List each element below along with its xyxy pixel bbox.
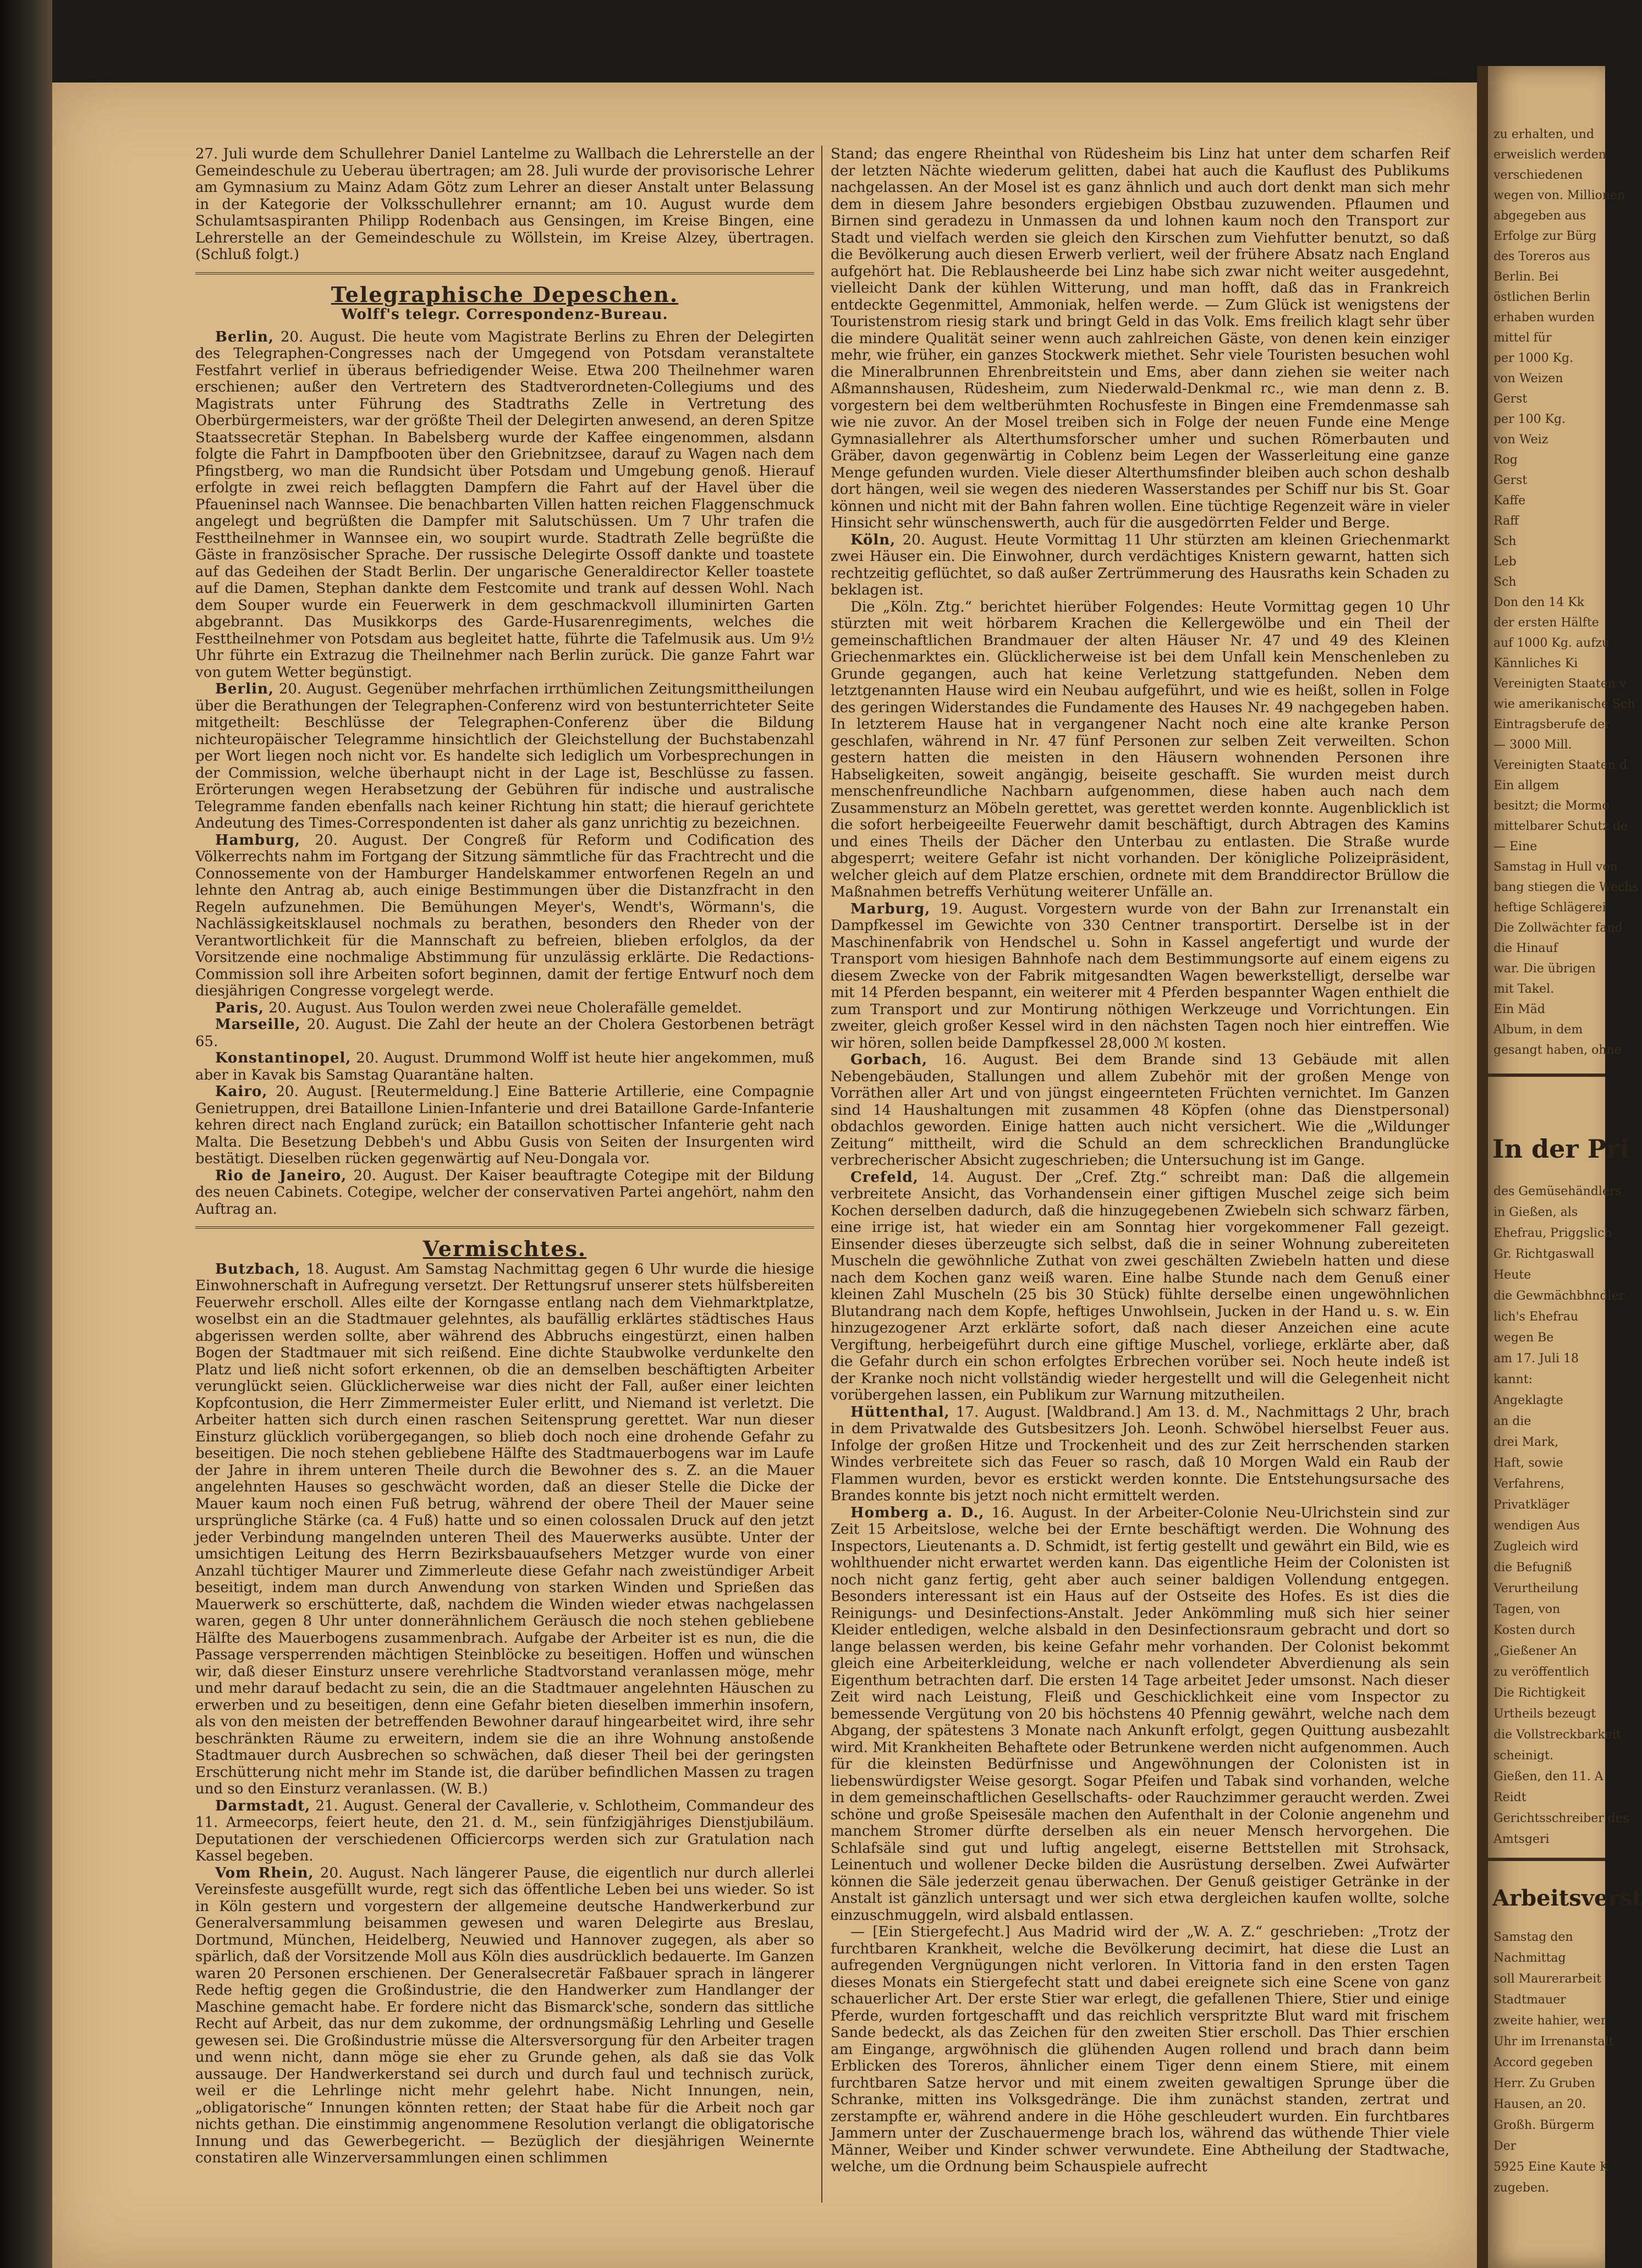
article-paragraph bbox=[831, 901, 1449, 1052]
fragment-line: Berlin. Bei bbox=[1493, 270, 1559, 284]
fragment-line: der ersten Hälfte bbox=[1493, 616, 1599, 630]
article-paragraph bbox=[195, 1016, 814, 1050]
fragment-line: Leb bbox=[1493, 555, 1517, 569]
fragment-line: Stadtmauer bbox=[1493, 1993, 1566, 2007]
right-article-list bbox=[831, 532, 1449, 2176]
fragment-line: Kännliches Ki bbox=[1493, 657, 1578, 670]
fragment-line: Gerst bbox=[1493, 474, 1528, 487]
fragment-line: Tagen, von bbox=[1493, 1603, 1561, 1616]
article-text: Die „Köln. Ztg.“ berichtet hierüber Folgendes: Heute Vormittag gegen 10 Uhr stürzten mit weit hörbarem Krachen die Kellergewölbe und ein Theil der gemeinschaftlichen Brandmauer der alten Häuser Nr. 47 und 49 des Kleinen Griechenmarktes ein. Glücklicherweise ist bei dem Unfall kein Menschenleben zu Grunde gegangen, auch hat keine Verletzung stattgefunden. Neben dem letztgenannten Hause wird ein Neubau aufgeführt, und wie es heißt, sollen in Folge des geringen Widerstandes die Fundamente des Hauses Nr. 49 nachgegeben haben. In letzterem Hause hat in vergangener Nacht noch eine alte kranke Person geschlafen, während in Nr. 47 fünf Personen zur selben Zeit verweilten. Schon gestern hatten die meisten in den Häusern wohnenden Personen ihre Habseligkeiten, soweit angängig, beiseite geschafft. Sie wurden meist durch menschenfreundliche Nachbarn aufgenommen, diese haben auch nach dem Zusammensturz an Möbeln gerettet, was gerettet werden konnte. Augenblicklich ist die sofort herbeigeeilte Feuerwehr damit beschäftigt, durch Abtragen des Kamins und eines Theils der Dächer den Unterbau zu entlasten. Die Straße wurde abgesperrt; weitere Gefahr ist nicht vorhanden. Der königliche Polizeipräsident, welcher gleich auf dem Platze erschien, ordnete mit dem Branddirector Brüllow die Maßnahmen betreffs Verhütung weiterer Unfälle an. bbox=[831, 598, 1449, 900]
fragment-line: per 1000 Kg. bbox=[1493, 351, 1574, 365]
article-dateline: Darmstadt, bbox=[215, 1797, 311, 1814]
fragment-line: drei Mark, bbox=[1493, 1435, 1559, 1449]
fragment-line: mittel für bbox=[1493, 331, 1552, 345]
fragment-line: wie amerikanische Sch bbox=[1493, 697, 1635, 711]
article-paragraph bbox=[195, 1000, 814, 1017]
fragment-line: Gießen, den 11. A bbox=[1493, 1770, 1603, 1783]
fragment-line: wegen von. Millionen bbox=[1493, 189, 1625, 202]
fragment-line: Ein allgem bbox=[1493, 779, 1559, 792]
fragment-line: Die Zollwächter fand bbox=[1493, 921, 1623, 935]
article-text: 18. August. Am Samstag Nachmittag gegen 6 Uhr wurde die hiesige Einwohnerschaft in Aufregung versetzt. Der Rettungsruf unserer stets hülfsbereiten Feuerwehr erscholl. Alles eilte der Korngasse entlang nach dem Viehmarktplatze, woselbst ein an die Stadtmauer gelehntes, als baufällig erklärtes städtisches Haus abgerissen werden sollte, aber während des Abbruchs eingestürzt, einen halben Bogen der Stadtmauer mit sich reißend. Eine dichte Staubwolke verdunkelte den Platz und ließ nicht sofort erkennen, ob die an demselben beschäftigten Arbeiter verunglückt seien. Glücklicherweise war dies nicht der Fall, außer einer leichten Kopfcontusion, die Herr Zimmermeister Euler erlitt, und Niemand ist verletzt. Die Arbeiter hatten sich durch einen raschen Seitensprung gerettet. War nun dieser Einsturz glücklich vorübergegangen, so blieb doch noch eine drohende Gefahr zu beseitigen. Die noch stehen gebliebene Hälfte des Stadtmauerbogens war im Laufe der Jahre in ihrem unteren Theile durch die Bewohner des s. Z. an die Mauer angelehnten Hauses so geschwächt worden, daß an dieser Stelle die Dicke der Mauer kaum noch einen Fuß betrug, während der obere Theil der Mauer seine ursprüngliche Stärke (ca. 4 Fuß) hatte und so einen colossalen Druck auf den jetzt jeder Verbindung mangelnden unteren Theil des Mauerwerks ausübte. Unter der umsichtigen Leitung des Herrn Bezirksbauaufsehers Metzger wurde von einer Anzahl tüchtiger Maurer und Zimmerleute diese Gefahr nach zweistündiger Arbeit beseitigt, indem man durch Anwendung von starken Winden und Sprießen das Mauerwerk so erschütterte, daß, nachdem die Winden wieder etwas nachgelassen waren, gegen 8 Uhr unter donnerähnlichem Geräusch die noch stehen gebliebene Hälfte des Mauerbogens zusammenbrach. Aufgabe der Arbeiter ist es nun, die die Passage versperrenden mächtigen Steinblöcke zu beseitigen. Hoffen und wünschen wir, daß dieser Einsturz unsere verehrliche Stadtvorstand veranlassen möge, mehr und mehr darauf bedacht zu sein, die an die Stadtmauer angelehnten Häuschen zu erwerben und zu beseitigen, denn eine Gefahr bieten dieselben immerhin insofern, als von den meisten der betreffenden Bewohner darauf hingearbeitet wird, ihre sehr beschränkten Räume zu erweitern, indem sie die an ihre Wohnung anstoßende Stadtmauer durch Ausbrechen so schwächen, daß dieser Theil bei der geringsten Erschütterung nicht mehr im Stande ist, die darüber befindlichen Massen zu tragen und so den Einsturz veranlassen. (W. B.) bbox=[195, 1260, 814, 1797]
fragment-line: erweislich werden bbox=[1493, 148, 1606, 162]
article-dateline: Crefeld, bbox=[850, 1169, 919, 1186]
section-rule bbox=[195, 272, 814, 274]
fragment-line: Gerichtsschreiber des bbox=[1493, 1812, 1629, 1825]
fragment-line: Ehefrau, Priggslich bbox=[1493, 1226, 1612, 1240]
fragment-rule bbox=[1488, 1858, 1605, 1861]
fragment-line: die Hinauf bbox=[1493, 942, 1558, 955]
article-paragraph bbox=[195, 1798, 814, 1865]
article-dateline: Rio de Janeiro, bbox=[215, 1167, 347, 1184]
article-paragraph bbox=[831, 1404, 1449, 1505]
fragment-line: am 17. Juli 18 bbox=[1493, 1352, 1579, 1366]
article-text: 20. August. Die heute vom Magistrate Berlins zu Ehren der Delegirten des Telegraphen-Congresses nach der Umgegend von Potsdam veranstaltete Festfahrt verlief in überaus befriedigender Weise. Etwa 200 Theilnehmer waren erschienen; außer den Vertretern des Stadtverordneten-Collegiums und des Magistrats unter Führung des Stadtraths Zelle in Vertretung des Oberbürgermeisters, war der größte Theil der Delegirten anwesend, an deren Spitze Staatssecretär Stephan. In Babelsberg wurde der Kaffee eingenommen, alsdann folgte die Fahrt in Dampfbooten über den Griebnitzsee, darauf zu Wagen nach dem Pfingstberg, wo man die Rundsicht über Potsdam und Umgebung genoß. Hierauf erfolgte in zwei reich beflaggten Dampfern die Fahrt auf der Havel über die Pfaueninsel nach Wannsee. Die benachbarten Villen hatten reichen Flaggenschmuck angelegt und begrüßten die Dampfer mit Salutschüssen. Um 7 Uhr trafen die Festtheilnehmer in Wannsee ein, wo soupirt wurde. Stadtrath Zelle begrüßte die Gäste in französischer Sprache. Der russische Delegirte Ossoff dankte und toastete auf das Gedeihen der Stadt Berlin. Der ungarische Generaldirector Keller toastete auf die Damen, Stephan dankte dem Festcomite und trank auf dessen Wohl. Nach dem Souper wurde ein Feuerwerk in dem geschmackvoll illuminirten Garten abgebrannt. Das Musikkorps des Garde-Husarenregiments, welches die Festtheilnehmer von Potsdam aus begleitet hatte, führte die Tafelmusik aus. Um 9½ Uhr führte ein Extrazug die Theilnehmer nach Berlin zurück. Die ganze Fahrt war von gutem Wetter begünstigt. bbox=[195, 328, 814, 681]
fragment-line: in Gießen, als bbox=[1493, 1205, 1578, 1219]
fragment-line: Großh. Bürgerm bbox=[1493, 2118, 1595, 2132]
fragment-line: Urtheils bezeugt bbox=[1493, 1707, 1596, 1721]
fragment-line: die Befugniß bbox=[1493, 1561, 1572, 1575]
article-text: 20. August. Aus Toulon werden zwei neue Cholerafälle gemeldet. bbox=[263, 999, 742, 1016]
fragment-line: scheinigt. bbox=[1493, 1749, 1553, 1763]
article-paragraph bbox=[831, 532, 1449, 599]
article-text: 20. August. Der Congreß für Reform und Codification des Völkerrechts nahm im Fortgang der Sitzung sämmtliche für das Frachtrecht und die Connossemente von der Hamburger Handelskammer entworfenen Regeln an und lehnte den Antrag ab, auch einige Bestimmungen über die Distanzfracht in den Regeln aufzunehmen. Die Bemühungen Meyer's, Wendt's, Wörmann's, die Nachlässigkeitsklausel nochmals zu berathen, besonders den Rheder von der Verantwortlichkeit für die Mannschaft zu befreien, blieben erfolglos, da der Vorsitzende eine nochmalige Abstimmung für unzulässig erklärte. Die Redactions-Commission soll ihre Arbeiten sofort beginnen, damit der fertige Entwurf noch dem diesjährigen Congresse vorgelegt werde. bbox=[195, 832, 814, 999]
article-paragraph bbox=[195, 329, 814, 681]
fragment-line: Sch bbox=[1493, 575, 1517, 589]
fragment-line: gesangt haben, ohne bbox=[1493, 1043, 1622, 1057]
fragment-line: lich's Ehefrau bbox=[1493, 1310, 1579, 1324]
fragment-line: heftige Schlägerei bbox=[1493, 901, 1606, 915]
article-paragraph bbox=[195, 1168, 814, 1218]
article-paragraph bbox=[195, 832, 814, 1000]
article-dateline: Köln, bbox=[850, 531, 896, 548]
fragment-line: Rog bbox=[1493, 453, 1518, 467]
article-paragraph bbox=[831, 1924, 1449, 2176]
section-title-telegrams: Telegraphische Depeschen. bbox=[331, 282, 679, 307]
fragment-line: kannt: bbox=[1493, 1373, 1533, 1386]
article-dateline: Gorbach, bbox=[850, 1052, 928, 1068]
section-title-misc: Vermischtes. bbox=[422, 1236, 587, 1261]
article-paragraph bbox=[195, 1050, 814, 1083]
article-paragraph bbox=[831, 1169, 1449, 1404]
fragment-line: soll Maurerarbeit bbox=[1493, 1972, 1602, 1986]
article-dateline: Konstantinopel, bbox=[215, 1050, 352, 1066]
fragment-line: „Gießener An bbox=[1493, 1644, 1577, 1658]
fragment-line: Zugleich wird bbox=[1493, 1540, 1579, 1554]
fragment-line: Nachmittag bbox=[1493, 1951, 1566, 1965]
fragment-line: zugeben. bbox=[1493, 2181, 1550, 2195]
fragment-line: besitzt; die Mormo bbox=[1493, 799, 1610, 813]
fragment-line: Sch bbox=[1493, 535, 1517, 548]
fragment-line: die Gewmächbhndler bbox=[1493, 1289, 1625, 1303]
fragment-line: wegen Be bbox=[1493, 1331, 1554, 1345]
fragment-line: zweite hahier, wer bbox=[1493, 2014, 1607, 2028]
article-text: 20. August. Gegenüber mehrfachen irrthümlichen Zeitungsmittheilungen über die Berathungen der Telegraphen-Conferenz wird von bestunterrichteter Seite mitgetheilt: Beschlüsse der Telegraphen-Conferenz über die Bildung nichteuropäischer Telegramme hinsichtlich der Gleichstellung der Buchstabenzahl per Wort liegen noch nicht vor. Es handelte sich lediglich um Vorbesprechungen in der Commission, welche überhaupt nicht in der Lage ist, Beschlüsse zu fassen. Erörterungen wegen Herabsetzung der Gebühren für indische und australische Telegramme fanden ebenfalls nach keiner Richtung hin statt; die hierauf gerichtete Andeutung des Times-Correspondenten ist daher als ganz unrichtig zu bezeichnen. bbox=[195, 681, 814, 832]
fragment-line: östlichen Berlin bbox=[1493, 290, 1591, 304]
intro-paragraph: 27. Juli wurde dem Schullehrer Daniel Lantelme zu Wallbach die Lehrerstelle an der Gemeindeschule zu Ueberau übertragen; am 28. Juli wurde der provisorische Lehrer am Gymnasium zu Mainz Adam Götz zum Lehrer an dieser Anstalt unter Belassung in der Kategorie der Volksschullehrer ernannt; am 10. August wurde dem Schulamtsaspiranten Philipp Rodenbach aus Gensingen, im Kreise Bingen, eine Lehrerstelle an der Gemeindeschule zu Wöllstein, im Kreise Alzey, übertragen. (Schluß folgt.) bbox=[195, 146, 814, 263]
fragment-line: Vereinigten Staaten d bbox=[1493, 758, 1628, 772]
fragment-line: Uhr im Irrenanstalt bbox=[1493, 2035, 1614, 2049]
article-text: 20. August. [Reutermeldung.] Eine Batterie Artillerie, eine Compagnie Genietruppen, drei Bataillone Linien-Infanterie und drei Bataillone Garde-Infanterie kehren direct nach England zurück; ein Bataillon schottischer Infanterie geht nach Malta. Die Besetzung Debbeh's und Abbu Gusis von Seiten der Insurgenten wird bestätigt. Dieselben rücken gegenwärtig auf Neu-Dongala vor. bbox=[195, 1083, 814, 1167]
article-text: 20. August. Drummond Wolff ist heute hier angekommen, muß aber in Kavak bis Samstag Quarantäne halten. bbox=[195, 1050, 814, 1083]
article-text: 19. August. Vorgestern wurde von der Bahn zur Irrenanstalt ein Dampfkessel im Gewichte von 330 Centner transportirt. Derselbe ist in der Maschinenfabrik von Hendschel u. Sohn in Kassel angefertigt und wurde der Transport vom hiesigen Bahnhofe nach dem Bestimmungsorte auf einem eigens zu diesem Zwecke von der Fabrik mitgesandten Wagen bewerkstelligt, derselbe war mit 14 Pferden bespannt, ein weiterer mit 4 Pferden bespannter Wagen enthielt die zum Transport und zur Montirung nöthigen Werkzeuge und Vorrichtungen. Ein zweiter, gleich großer Kessel wird in den nächsten Tagen noch hier eintreffen. Wie wir hören, sollen beide Dampfkessel 28,000 ℳ kosten. bbox=[831, 900, 1449, 1052]
fragment-line: Accord gegeben bbox=[1493, 2056, 1593, 2069]
fragment-line: Samstag den bbox=[1493, 1930, 1573, 1944]
article-text: — [Ein Stiergefecht.] Aus Madrid wird der „W. A. Z.“ geschrieben: „Trotz der furchtbaren Krankheit, welche die Bevölkerung decimirt, hat diese die Lust an aufregenden Vergnügungen nicht verloren. In Vittoria fand in den ersten Tagen dieses Monats ein Stiergefecht statt und dabei ereignete sich eine Scene von ganz schauerlicher Art. Der erste Stier war erlegt, die gefallenen Thiere, Stier und einige Pferde, wurden fortgeschafft und das reichlich verspritzte Blut ward mit frischem Sande bedeckt, als das Zeichen für den zweiten Stier erscholl. Das Thier erschien am Eingange, argwöhnisch die glühenden Augen rollend und brach dann beim Erblicken des Toreros, ähnlicher einem Tiger denn einem Stiere, mit einem furchtbaren Satze hervor und mit einem zweiten gewaltigen Sprunge über die Schranke, mitten ins Volksgedränge. Die ihm zunächst standen, zertrat und zerstampfte er, während andere in die Höhe geschleudert wurden. Ein furchtbares Jammern unter der Zuschauermenge brach los, während das wüthende Thier viele Männer, Weiber und Kinder schwer verwundete. Eine Abtheilung der Stadtwache, welche, um die Ordnung beim Schauspiele aufrecht bbox=[831, 1924, 1449, 2175]
fragment-line: von Weiz bbox=[1493, 433, 1548, 447]
article-dateline: Berlin, bbox=[215, 681, 274, 697]
fragment-line: die Vollstreckbarkeit bbox=[1493, 1728, 1621, 1742]
column-rule bbox=[821, 146, 822, 2203]
fragment-line: zu veröffentlich bbox=[1493, 1665, 1590, 1679]
fragment-line: des Toreros aus bbox=[1493, 250, 1590, 263]
right-column bbox=[831, 146, 1449, 2203]
fragment-line: an die bbox=[1493, 1414, 1531, 1428]
section-rule bbox=[195, 1226, 814, 1229]
fragment-line: bang stiegen die Wechs bbox=[1493, 880, 1639, 894]
article-text: 16. August. Bei dem Brande sind 13 Gebäude mit allen Nebengebäuden, Stallungen und allem Zubehör mit der großen Menge von Vorräthen aller Art und von jüngst eingeernteten Früchten vernichtet. Im Ganzen sind 14 Haushaltungen mit zusammen 48 Köpfen (ohne das Dienstpersonal) obdachlos geworden. Einige hatten auch nicht versichert. Wie die „Wildunger Zeitung“ mittheilt, wird die Schuld an dem schrecklichen Brandunglücke verbrecherischer Absicht zugeschrieben; die Untersuchung ist im Gange. bbox=[831, 1052, 1449, 1169]
article-paragraph bbox=[831, 1052, 1449, 1169]
fragment-line: Herr. Zu Gruben bbox=[1493, 2077, 1595, 2090]
fragment-line: verschiedenen bbox=[1493, 168, 1583, 182]
adjacent-page-fragment bbox=[1488, 66, 1642, 2268]
fragment-line: per 100 Kg. bbox=[1493, 412, 1566, 426]
article-text: 21. August. General der Cavallerie, v. Schlotheim, Commandeur des 11. Armeecorps, feiert heute, den 21. d. M., sein fünfzigjähriges Dienstjubiläum. Deputationen der verschiedenen Officiercorps werden sich zur Gratulation nach Kassel begeben. bbox=[195, 1797, 814, 1864]
article-dateline: Marseille, bbox=[215, 1016, 301, 1033]
article-dateline: Kairo, bbox=[215, 1083, 268, 1100]
continuation-paragraph: Stand; das engere Rheinthal von Rüdesheim bis Linz hat unter dem scharfen Reif der letzten Nächte wiederum gelitten, dabei hat auch die Kauflust des Publikums nachgelassen. An der Mosel ist es ganz ähnlich und auch dort denkt man sich mehr dem in diesem Jahre besonders ergiebigen Obstbau zuzuwenden. Pflaumen und Birnen sind geradezu in Unmassen da und lohnen kaum noch den Transport zur Stadt und vielfach werden sie gleich den Kirschen zum Viehfutter benutzt, so daß die Bevölkerung auch diesen Erwerb verliert, weil der frühere Absatz nach England aufgehört hat. Die Reblausheerde bei Linz habe sich zwar nicht weiter ausgedehnt, vielleicht Dank der kühlen Witterung, und man hofft, daß das in Frankreich entdeckte Gegenmittel, Ammoniak, helfen werde. — Zum Glück ist wenigstens der Touristenstrom riesig stark und bringt Geld in das Volk. Ems freilich klagt sehr über die mindere Qualität seiner wenn auch zahlreichen Gäste, von denen kein einziger mehr, wie früher, ein ganzes Stockwerk miethet. Sehr viele Touristen besuchen wohl die Mineralbrunnen Ehrenbreitstein und Ems, aber dann ziehen sie weiter nach Aßmannshausen, Rüdesheim, zum Niederwald-Denkmal rc., wie man denn z. B. vorgestern bei dem weltberühmten Rochusfeste in Bingen eine Fremdenmasse sah wie nie zuvor. An der Mosel treiben sich in Folge der neuen Funde eine Menge Gymnasiallehrer als Alterthumsforscher umher und suchen Römerbauten und Gräber, davon gegenwärtig in Coblenz beim Legen der Wasserleitung eine ganze Menge gefunden wurden. Viele dieser Alterthumsfinder bleiben auch schon deshalb dort hängen, weil sie wegen des niederen Wasserstandes per Schiff nur bis St. Goar können und nicht mit der Bahn fahren wollen. Eine tüchtige Regenzeit wäre in vieler Hinsicht sehr wünschenswerth, auch für die ausgedörrten Felder und Berge. bbox=[831, 146, 1449, 531]
fragment-line: Don den 14 Kk bbox=[1493, 596, 1585, 609]
fragment-line: Album, in dem bbox=[1493, 1023, 1583, 1037]
fragment-line: Verurtheilung bbox=[1493, 1582, 1579, 1595]
article-dateline: Marburg, bbox=[850, 900, 931, 917]
article-paragraph bbox=[831, 1505, 1449, 1924]
article-paragraph bbox=[195, 1865, 814, 2167]
fragment-line: — Eine bbox=[1493, 840, 1537, 854]
misc-list bbox=[195, 1261, 814, 2167]
fragment-line: Angeklagte bbox=[1493, 1394, 1563, 1407]
fragment-line: — 3000 Mill. bbox=[1493, 738, 1572, 752]
fragment-line: zu erhalten, und bbox=[1493, 128, 1595, 141]
left-column bbox=[195, 146, 814, 2203]
fragment-line: 5925 Eine Kaute K bbox=[1493, 2160, 1609, 2174]
fragment-line: Privatkläger bbox=[1493, 1498, 1569, 1512]
fragment-line: Kaffe bbox=[1493, 494, 1526, 508]
fragment-line: Hausen, an 20. bbox=[1493, 2098, 1586, 2111]
article-dateline: Butzbach, bbox=[215, 1260, 301, 1278]
fragment-line: von Weizen bbox=[1493, 372, 1563, 386]
fragment-line: auf 1000 Kg. aufzu bbox=[1493, 636, 1610, 650]
fragment-line: mit Takel. bbox=[1493, 982, 1555, 996]
fragment-line: Amtsgeri bbox=[1493, 1832, 1550, 1846]
article-paragraph bbox=[195, 1083, 814, 1168]
article-dateline: Homberg a. D., bbox=[850, 1504, 985, 1521]
fragment-line: Gerst bbox=[1493, 392, 1528, 406]
scan-border bbox=[0, 0, 52, 2268]
fragment-heading: Arbeitsverst bbox=[1492, 1885, 1642, 1911]
article-text: 17. August. [Waldbrand.] Am 13. d. M., Nachmittags 2 Uhr, brach in dem Privatwalde des Gutsbesitzers Joh. Leonh. Schwöbel hierselbst Feuer aus. Infolge der großen Hitze und Trockenheit und des zur Zeit herrschenden starken Windes verbreitete sich das Feuer so rasch, daß 10 Morgen Wald ein Raub der Flammen wurden, bevor es erstickt werden konnte. Die Entstehungsursache des Brandes konnte bis jetzt noch nicht ermittelt werden. bbox=[831, 1403, 1449, 1504]
article-paragraph bbox=[195, 681, 814, 832]
fragment-line: Heute bbox=[1493, 1268, 1531, 1282]
fragment-line: abgegeben aus bbox=[1493, 209, 1586, 223]
fragment-line: wendigen Aus bbox=[1493, 1519, 1580, 1533]
article-paragraph bbox=[831, 599, 1449, 901]
fragment-line: Die Richtigkeit bbox=[1493, 1686, 1585, 1700]
fragment-line: Eintragsberufe der bbox=[1493, 718, 1611, 731]
article-text: 20. August. Nach längerer Pause, die eigentlich nur durch allerlei Vereinsfeste ausgefüllt wurde, regt sich das öffentliche Leben bei uns wieder. So ist in Köln gestern und vorgestern der allgemeine deutsche Handwerkerbund zur Generalversammlung beisammen gewesen und waren Delegirte aus Breslau, Dortmund, München, Heidelberg, Neuwied und Hannover zugegen, als aber so spärlich, daß der Vorsitzende Moll aus Köln dies ausdrücklich bedauerte. Im Ganzen waren 20 Personen erschienen. Der Generalsecretär Faßbauer sprach in längerer Rede heftig gegen die Großindustrie, die den Handwerker zum Handlanger der Maschine gemacht habe. Er fordere nicht das Bismarck'sche, sondern das sittliche Recht auf Arbeit, das nur dem zukomme, der ordnungsmäßig Lehrling und Geselle gewesen sei. Die Großindustrie müsse die Altersversorgung für den Arbeiter tragen und wenn nicht, dann möge sie eher zu Grunde gehen, als daß sie das Volk aussauge. Der Handwerkerstand sei durch und durch faul und technisch zurück, weil er die Lehrlinge nicht mehr gelehrt habe. Nicht Innungen, nein, „obligatorische“ Innungen könnten retten; der Staat habe für die Arbeit noch gar nichts gethan. Die einstimmig angenommene Resolution verlangt die obligatorische Innung und das Gewerbegericht. — Bezüglich der diesjährigen Weinernte constatiren alle Winzerversammlungen einen schlimmen bbox=[195, 1864, 815, 2166]
fragment-line: Der bbox=[1493, 2139, 1517, 2153]
article-dateline: Hamburg, bbox=[215, 832, 300, 849]
fragment-line: Erfolge zur Bürg bbox=[1493, 229, 1597, 243]
fragment-line: Samstag in Hull von bbox=[1493, 860, 1618, 874]
fragment-heading: In der Pri bbox=[1492, 1134, 1629, 1164]
page-gutter bbox=[1477, 66, 1488, 2268]
fragment-line: Raff bbox=[1493, 514, 1519, 528]
fragment-line: Reidt bbox=[1493, 1791, 1526, 1804]
fragment-line: Kosten durch bbox=[1493, 1623, 1575, 1637]
article-text: 20. August. Heute Vormittag 11 Uhr stürzten am kleinen Griechenmarkt zwei Häuser ein. Die Einwohner, durch verdächtiges Knistern gewarnt, hatten sich rechtzeitig geflüchtet, so daß außer Zertrümmerung des Hausraths kein Schaden zu beklagen ist. bbox=[831, 531, 1449, 598]
fragment-line: mittelbarer Schutz de bbox=[1493, 819, 1628, 833]
section-subtitle-bureau: Wolff's telegr. Correspondenz-Bureau. bbox=[341, 306, 668, 323]
fragment-line: Verfahrens, bbox=[1493, 1477, 1564, 1491]
article-text: 20. August. Die Zahl der heute an der Cholera Gestorbenen beträgt 65. bbox=[195, 1016, 814, 1050]
fragment-line: des Gemüsehändlers bbox=[1493, 1185, 1622, 1198]
article-dateline: Vom Rhein, bbox=[215, 1864, 314, 1881]
article-text: 20. August. Der Kaiser beauftragte Cotegipe mit der Bildung des neuen Cabinets. Cotegipe, welcher der conservativen Partei angehört, nahm den Auftrag an. bbox=[195, 1167, 814, 1218]
fragment-line: war. Die übrigen bbox=[1493, 962, 1596, 976]
article-dateline: Paris, bbox=[215, 999, 264, 1016]
fragment-line: erhaben wurden bbox=[1493, 311, 1595, 324]
article-paragraph bbox=[195, 1261, 814, 1798]
fragment-line: Gr. Richtgaswall bbox=[1493, 1247, 1595, 1261]
fragment-line: Ein Mäd bbox=[1493, 1003, 1545, 1016]
fragment-line: Vereinigten Staaten v bbox=[1493, 677, 1627, 691]
fragment-line: Haft, sowie bbox=[1493, 1456, 1563, 1470]
fragment-rule bbox=[1488, 1074, 1605, 1077]
telegram-list bbox=[195, 329, 814, 1218]
article-dateline: Hüttenthal, bbox=[850, 1403, 950, 1421]
article-text: 14. August. Der „Cref. Ztg.“ schreibt man: Daß die allgemein verbreitete Ansicht, das Vorhandensein einer giftigen Muschel zeige sich beim Kochen derselben dadurch, daß die hinzugegebenen Zwiebeln sich schwarz färben, eine irrige ist, hat wieder ein am Sonntag hier vorgekommener Fall gezeigt. Einsender dieses überzeugte sich selbst, daß die in seiner Wohnung zubereiteten Muscheln die gewöhnliche Zuthat von zwei geschälten Zwiebeln hatten und diese nach dem Kochen ganz weiß waren. Eine halbe Stunde nach dem Genuß einer kleinen Zahl Muscheln (25 bis 30 Stück) fühlte derselbe einen ungewöhnlichen Blutandrang nach dem Kopfe, heftiges Unwohlsein, Jucken in der Hand u. s. w. Ein hinzugezogener Arzt erklärte sofort, daß nach dieser Anzeichen eine acute Vergiftung, herbeigeführt durch eine giftige Muschel, vorliege, erklärte aber, daß die Gefahr durch ein schon erfolgtes Erbrechen vorüber sei. Noch heute indeß ist der Kranke noch nicht vollständig wieder hergestellt und will die Gelegenheit nicht vorübergehen lassen, ein Publikum zur Warnung mitzutheilen. bbox=[831, 1169, 1449, 1403]
article-dateline: Berlin, bbox=[215, 328, 274, 345]
article-text: 16. August. In der Arbeiter-Colonie Neu-Ulrichstein sind zur Zeit 15 Arbeitslose, welche bei der Ernte beschäftigt werden. Die Wohnung des Inspectors, Lieutenants a. D. Schmidt, ist fertig gestellt und gewährt ein Bild, wie es wohlthuender nicht erwartet werden kann. Das eigentliche Heim der Colonisten ist noch nicht ganz fertig, geht aber auch seiner baldigen Vollendung entgegen. Besonders interessant ist ein Haus auf der Ostseite des Hofes. Es ist dies die Reinigungs- und Desinfections-Anstalt. Jeder Ankömmling muß sich hier seiner Kleider entledigen, welche alsbald in den Desinfectionsraum gebracht und dort so lange belassen werden, bis keine Gefahr mehr vorhanden. Der Colonist bekommt gleich eine Arbeiterkleidung, welche er nach vollendeter Abverdienung als sein Eigenthum betrachten darf. Die ersten 14 Tage arbeitet Jeder umsonst. Nach dieser Zeit wird nach Leistung, Fleiß und Geschicklichkeit eine vom Inspector zu bemessende Vergütung von 20 bis höchstens 40 Pfennig gewährt, welche nach dem Abgang, der spätestens 3 Monate nach Ankunft erfolgt, gegen Quittung ausbezahlt wird. Mit Krankheiten Behaftete oder Betrunkene werden nicht aufgenommen. Auch für die kleinsten Bedürfnisse und Angewöhnungen der Colonisten ist in liebenswürdigster Weise gesorgt. Sogar Pfeifen und Tabak sind vorhanden, welche in dem gemeinschaftlichen Gesellschafts- oder Rauchzimmer geraucht werden. Zwei schöne und große Speisesäle machen den Aufenthalt in der Colonie angenehm und manchem Stromer dürfte derselben als ein neuer Mensch hervorgehen. Die Schlafsäle sind gut und luftig angelegt, eiserne Bettstellen mit Strohsack, Leinentuch und wollener Decke bilden die Ausrüstung derselben. Zwei Aufwärter können die Säle jederzeit genau überwachen. Der Genuß geistiger Getränke in der Anstalt ist gänzlich untersagt und wer sich etwa dergleichen kaufen wollte, solche einzuschmuggeln, wird alsbald entlassen. bbox=[831, 1504, 1449, 1924]
